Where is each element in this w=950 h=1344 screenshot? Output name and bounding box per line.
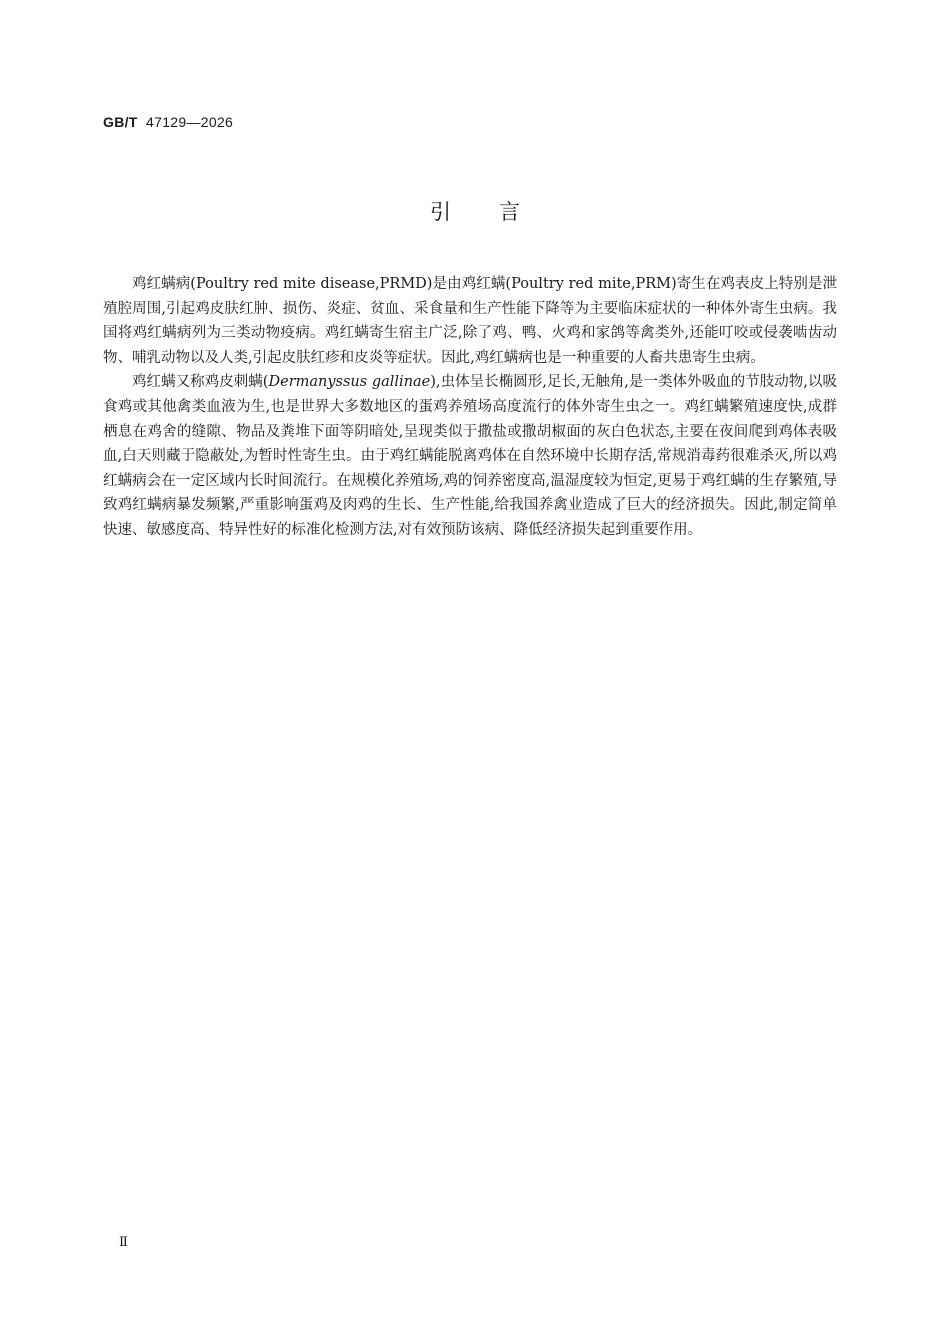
- page-number: Ⅱ: [119, 1235, 128, 1250]
- paragraph-1: 鸡红螨病(Poultry red mite disease,PRMD)是由鸡红螨(Poultry red mite,PRM)寄生在鸡表皮上特别是泄殖腔周围,引起鸡皮肤红肿、损伤、炎症、贫血、采食量和生产性能下降等为主要临床症状的一种体外寄生虫病。我国将鸡红螨病列为三类动物疫病。鸡红螨寄生宿主广泛,除了鸡、鸭、火鸡和家鸽等禽类外,还能叮咬或侵袭啮齿动物、哺乳动物以及人类,引起皮肤红疹和皮炎等症状。因此,鸡红螨病也是一种重要的人畜共患寄生虫病。: [103, 276, 837, 366]
- standard-prefix: GB/T: [103, 114, 138, 130]
- paragraph-2-rest: ),虫体呈长椭圆形,足长,无触角,是一类体外吸血的节肢动物,以吸食鸡或其他禽类血液为生,也是世界大多数地区的蛋鸡养殖场高度流行的体外寄生虫之一。鸡红螨繁殖速度快,成群栖息在鸡舍的缝隙、物品及粪堆下面等阴暗处,呈现类似于撒盐或撒胡椒面的灰白色状态,主要在夜间爬到鸡体表吸血,白天则藏于隐蔽处,为暂时性寄生虫。由于鸡红螨能脱离鸡体在自然环境中长期存活,常规消毒药很难杀灭,所以鸡红螨病会在一定区域内长时间流行。在规模化养殖场,鸡的饲养密度高,温湿度较为恒定,更易于鸡红螨的生存繁殖,导致鸡红螨病暴发频繁,严重影响蛋鸡及肉鸡的生长、生产性能,给我国养禽业造成了巨大的经济损失。因此,制定简单快速、敏感度高、特异性好的标准化检测方法,对有效预防该病、降低经济损失起到重要作用。: [103, 374, 838, 538]
- section-title: 引言: [430, 200, 568, 224]
- paragraph-2-lead: 鸡红螨又称鸡皮刺螨(: [132, 374, 269, 391]
- species-latin-name: Dermanyssus gallinae: [268, 374, 431, 391]
- paragraph-2: [103, 370, 837, 542]
- introduction-body: [103, 272, 837, 543]
- standard-code: [103, 114, 233, 130]
- standard-number: 47129—2026: [146, 114, 234, 130]
